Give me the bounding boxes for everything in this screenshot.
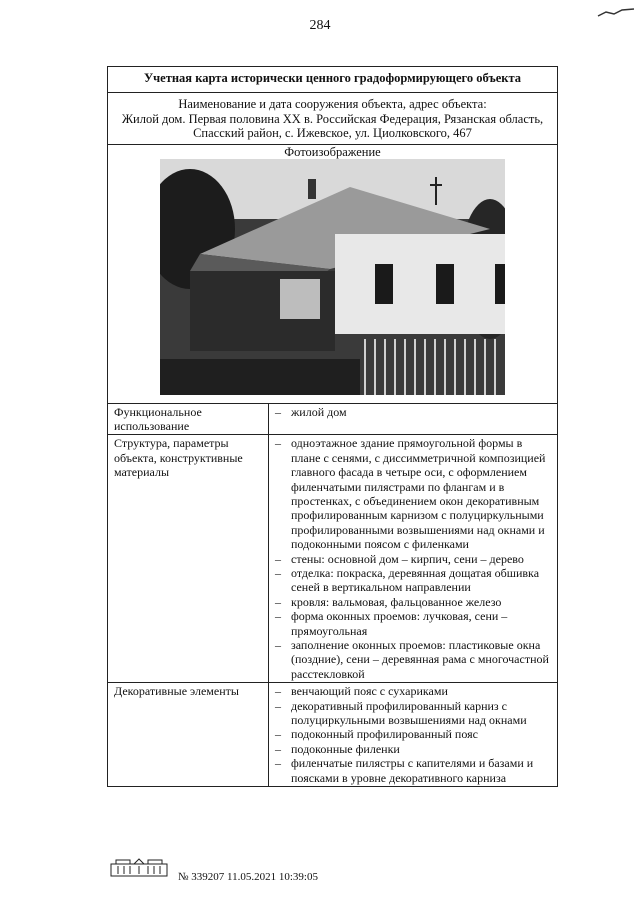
table-row	[108, 404, 557, 435]
page-number: 284	[309, 18, 331, 33]
list-item: – стены: основной дом – кирпич, сени – дерево	[275, 552, 553, 566]
list-item: – отделка: покраска, деревянная дощатая обшивка сеней в вертикальном направлении	[275, 566, 553, 595]
attributes-table	[108, 404, 557, 787]
house-photo	[160, 159, 505, 395]
row-values	[269, 404, 558, 435]
address-line: Наименование и дата сооружения объекта, адрес объекта:	[178, 97, 487, 111]
document-stamp: № 339207 11.05.2021 10:39:05	[178, 871, 318, 883]
row-label: Декоративные элементы	[108, 683, 269, 786]
scan-corner-mark	[596, 6, 636, 20]
list-item: – венчающий пояс с сухариками	[275, 684, 553, 698]
list-item: – кровля: вальмовая, фальцованное железо	[275, 595, 553, 609]
row-values	[269, 683, 558, 786]
row-values	[269, 435, 558, 683]
list-item: – декоративный профилированный карниз с полуциркульными возвышениями над окнами	[275, 699, 553, 728]
table-row	[108, 683, 557, 786]
list-item: – подоконный профилированный пояс	[275, 727, 553, 741]
address-line: Спасский район, с. Ижевское, ул. Циолковского, 467	[193, 126, 472, 140]
row-label: Структура, параметры объекта, конструктивные материалы	[108, 435, 269, 683]
footer	[110, 858, 410, 888]
list-item: – филенчатые пилястры с капителями и базами и поясками в уровне декоративного карниза	[275, 756, 553, 785]
address-line: Жилой дом. Первая половина XX в. Российская Федерация, Рязанская область,	[121, 111, 544, 126]
list-item: – заполнение оконных проемов: пластиковые окна (поздние), сени – деревянная рама с многочастной расстекловкой	[275, 638, 553, 681]
emblem-stamp-icon	[110, 858, 168, 878]
house-photo-drawing	[160, 159, 505, 395]
row-label: Функциональное использование	[108, 404, 269, 435]
list-item: – форма оконных проемов: лучковая, сени – прямоугольная	[275, 609, 553, 638]
list-item: – одноэтажное здание прямоугольной формы в плане с сенями, с диссимметричной композицией главного фасада в четыре оси, с оформлением филенчатыми пилястрами по флангам и в простенках, с объединением окон декоративным профилированным карнизом с полуциркульными профилированными возвышениями над окнами и подоконными поясом с филенками	[275, 436, 553, 551]
photo-cell	[108, 145, 557, 404]
card-title: Учетная карта исторически ценного градоформирующего объекта	[108, 67, 557, 93]
object-address-block	[108, 93, 557, 145]
list-item: – подоконные филенки	[275, 742, 553, 756]
record-card	[107, 66, 558, 787]
list-item: – жилой дом	[275, 405, 553, 419]
table-row	[108, 435, 557, 683]
photo-label: Фотоизображение	[284, 144, 381, 159]
